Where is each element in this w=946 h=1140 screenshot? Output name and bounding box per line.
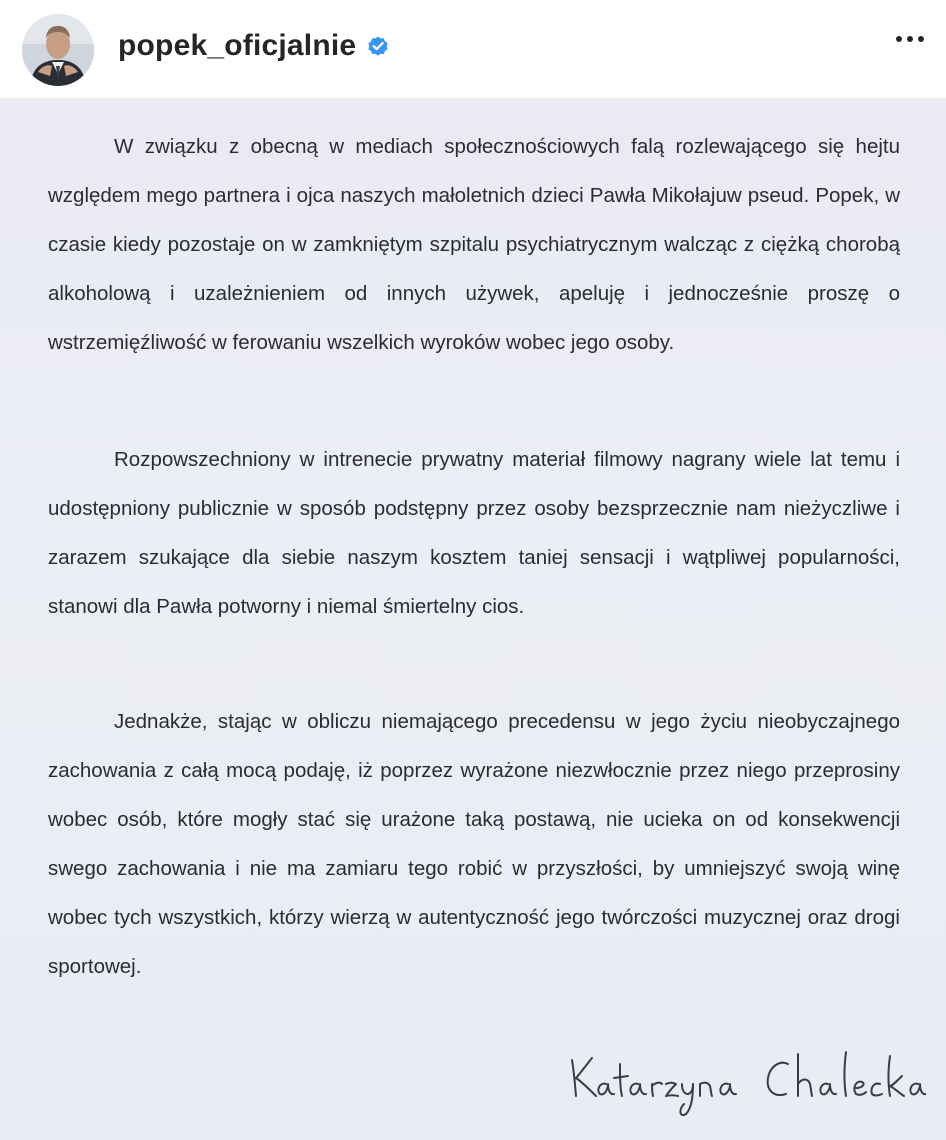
verified-badge-icon xyxy=(366,34,390,58)
handwritten-signature xyxy=(566,1038,926,1118)
avatar-photo-icon xyxy=(22,14,94,86)
post-header xyxy=(0,0,946,98)
profile-avatar[interactable] xyxy=(22,14,94,86)
username-row xyxy=(118,26,390,66)
letter-paragraph-1: W związku z obecną w mediach społecznościowych falą rozlewającego się hejtu względem mego partnera i ojca naszych małoletnich dzieci Pawła Mikołajuw pseud. Popek, w czasie kiedy pozostaje on w zamkniętym szpitalu psychiatrycznym walcząc z ciężką chorobą alkoholową i uzależnieniem od innych używek, apeluję i jednocześnie proszę o wstrzemięźliwość w ferowaniu wszelkich wyroków wobec jego osoby. xyxy=(48,135,900,354)
more-dot-icon xyxy=(918,36,924,42)
more-dot-icon xyxy=(896,36,902,42)
letter-photo xyxy=(0,98,946,1140)
more-dot-icon xyxy=(907,36,913,42)
letter-paragraph-2: Rozpowszechniony w intrenecie prywatny materiał filmowy nagrany wiele lat temu i udostępniony publicznie w sposób podstępny przez osoby bezsprzecznie nam nieżyczliwe i zarazem szukające dla siebie naszym kosztem taniej sensacji i wątpliwej popularności, stanowi dla Pawła potworny i niemal śmiertelny cios. xyxy=(48,448,900,618)
letter-paragraph-3: Jednakże, stając w obliczu niemającego precedensu w jego życiu nieobyczajnego zachowania z całą mocą podaję, iż poprzez wyrażone niezwłocznie przez niego przeprosiny wobec osób, które mogły stać się urażone taką postawą, nie ucieka on od konsekwencji swego zachowania i nie ma zamiaru tego robić w przyszłości, by umniejszyć swoją winę wobec tych wszystkich, którzy wierzą w autentyczność jego twórczości muzycznej oraz drogi sportowej. xyxy=(48,710,900,978)
username[interactable]: popek_oficjalnie xyxy=(118,29,357,62)
more-options-button[interactable] xyxy=(896,36,924,42)
